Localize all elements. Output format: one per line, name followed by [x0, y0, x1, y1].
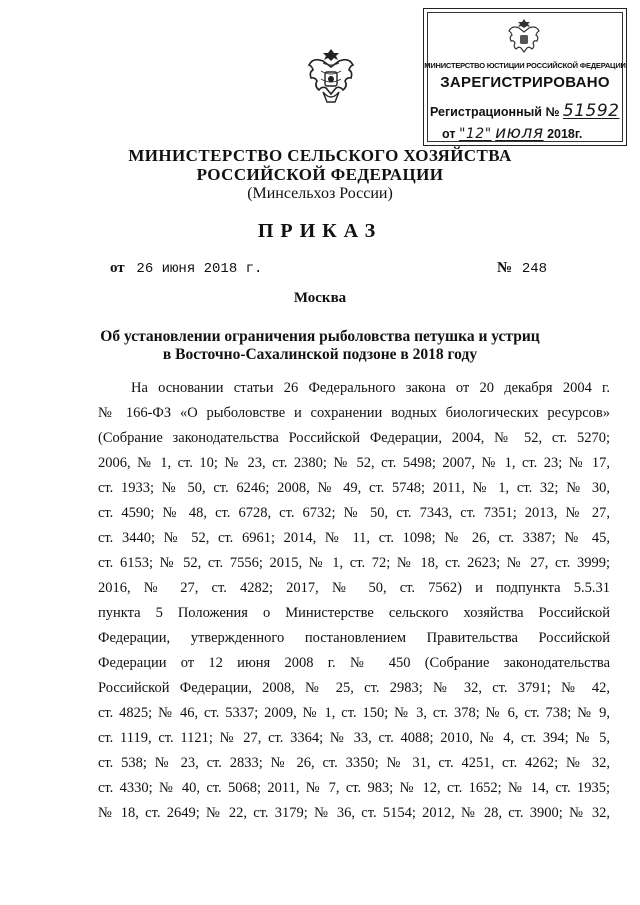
stamp-date-year: 2018 — [547, 127, 575, 141]
body-line: 2016, № 27, ст. 4282; 2017, № 50, ст. 7562) и подпункта 5.5.31 — [98, 580, 610, 596]
order-city: Москва — [293, 290, 347, 306]
body-line: ст. 4330; № 40, ст. 5068; 2011, № 7, ст. 983; № 12, ст. 1652; № 14, ст. 1935; — [98, 780, 610, 796]
body-line: ст. 1933; № 50, ст. 6246; 2008, № 49, ст. 5748; 2011, № 1, ст. 32; № 30, — [98, 480, 610, 496]
body-line: ст. 538; № 23, ст. 2833; № 26, ст. 3350; № 31, ст. 4251, ст. 4262; № 32, — [98, 755, 610, 771]
stamp-date-suffix: г. — [574, 127, 583, 141]
body-line: ст. 3440; № 52, ст. 6961; 2014, № 11, ст. 1098; № 26, ст. 3387; № 45, — [98, 530, 610, 546]
ministry-name-line2: РОССИЙСКОЙ ФЕДЕРАЦИИ — [196, 165, 444, 184]
stamp-date-month: июля — [495, 123, 544, 143]
order-subject-line1: Об установлении ограничения рыболовства петушка и устриц — [100, 328, 540, 345]
order-number-value: 248 — [521, 261, 548, 277]
body-line: ст. 1119, ст. 1121; № 27, ст. 3364; № 33, ст. 4088; 2010, № 4, ст. 394; № 5, — [98, 730, 610, 746]
order-date-label: от — [110, 260, 125, 276]
order-title: ПРИКАЗ — [257, 220, 383, 242]
body-line: ст. 6153; № 52, ст. 7556; 2015, № 1, ст. 72; № 18, ст. 2623; № 27, ст. 3999; — [98, 555, 610, 571]
order-date-value: 26 июня 2018 г. — [136, 261, 263, 277]
body-line: ст. 4825; № 46, ст. 5337; 2009, № 1, ст. 150; № 3, ст. 378; № 6, ст. 738; № 9, — [98, 705, 610, 721]
stamp-date-day: "12" — [458, 126, 492, 142]
body-line: 2006, № 1, ст. 10; № 23, ст. 2380; № 52, ст. 5498; 2007, № 1, ст. 23; № 17, — [98, 455, 610, 471]
order-number-label: № — [497, 260, 513, 276]
stamp-reg-label: Регистрационный № — [430, 105, 560, 119]
coat-of-arms-icon — [303, 45, 359, 111]
body-line: № 18, ст. 2649; № 22, ст. 3179; № 36, ст. 5154; 2012, № 28, ст. 3900; № 32, — [98, 805, 610, 821]
body-line: (Собрание законодательства Российской Федерации, 2004, № 52, ст. 5270; — [98, 430, 610, 446]
stamp-ministry-name: МИНИСТЕРСТВО ЮСТИЦИИ РОССИЙСКОЙ ФЕДЕРАЦИИ — [424, 61, 626, 70]
body-line: Федерации от 12 июня 2008 г. № 450 (Собрание законодательства — [98, 655, 610, 671]
body-line: Российской Федерации, 2008, № 25, ст. 2983; № 32, ст. 3791; № 42, — [98, 680, 610, 696]
stamp-date-line — [442, 123, 582, 143]
stamp-reg-number: 51592 — [562, 101, 620, 121]
order-date — [110, 260, 262, 277]
stamp-emblem-icon — [506, 17, 542, 57]
registration-stamp — [423, 8, 627, 146]
stamp-registered-label: ЗАРЕГИСТРИРОВАНО — [440, 74, 610, 91]
body-line: ст. 4590; № 48, ст. 6728, ст. 6732; № 50, ст. 7343, ст. 7351; 2013, № 27, — [98, 505, 610, 521]
body-line: Федерации, утвержденного постановлением Правительства Российской — [98, 630, 610, 646]
body-line: На основании статьи 26 Федерального закона от 20 декабря 2004 г. — [131, 380, 610, 396]
body-line: пункта 5 Положения о Министерстве сельского хозяйства Российской — [98, 605, 610, 621]
order-subject-line2: в Восточно-Сахалинской подзоне в 2018 году — [162, 346, 478, 363]
ministry-name-line1: МИНИСТЕРСТВО СЕЛЬСКОГО ХОЗЯЙСТВА — [128, 146, 512, 165]
stamp-registration-line — [430, 101, 619, 121]
ministry-short-name: (Минсельхоз России) — [247, 185, 393, 202]
order-number — [497, 260, 547, 277]
stamp-date-prefix: от — [442, 127, 456, 141]
body-line: № 166-ФЗ «О рыболовстве и сохранении водных биологических ресурсов» — [98, 405, 610, 421]
